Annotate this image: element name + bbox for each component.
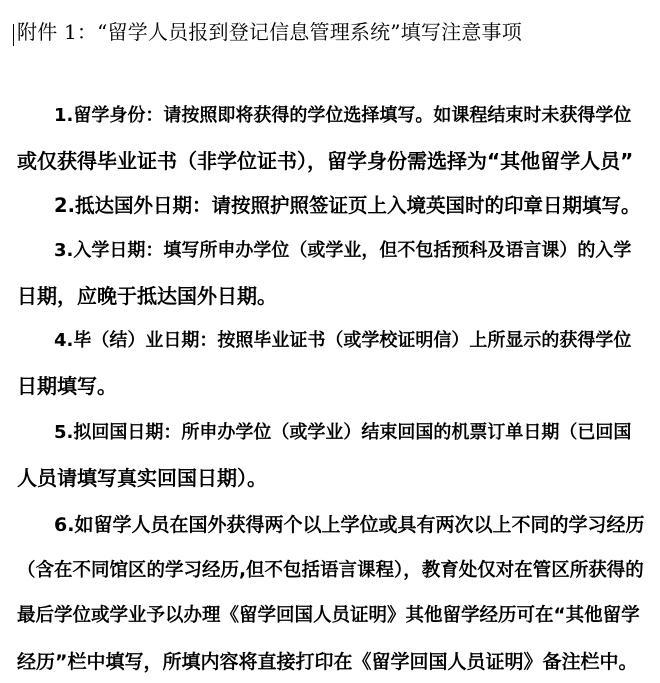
note-3-line-2: 日期，应晚于抵达国外日期。 <box>17 284 277 308</box>
note-6-line-2: （含在不同馆区的学习经历,但不包括语言课程），教育处仅对在管区所获得的 <box>17 560 644 581</box>
text-cursor <box>13 24 14 46</box>
note-6-line-3: 最后学位或学业予以办理《留学回国人员证明》其他留学经历可在“其他留学 <box>17 605 640 626</box>
note-5-line-2: 人员请填写真实回国日期）。 <box>17 466 267 490</box>
note-2-line-1: 2.抵达国外日期：请按照护照签证页上入境英国时的印章日期填写。 <box>54 194 641 217</box>
note-5-line-1: 5.拟回国日期：所申办学位（或学业）结束回国的机票订单日期（已回国 <box>54 422 632 443</box>
note-6-line-4: 经历”栏中填写，所填内容将直接打印在《留学回国人员证明》备注栏中。 <box>17 651 638 673</box>
note-1-line-2: 或仅获得毕业证书（非学位证书），留学身份需选择为“其他留学人员” <box>17 149 634 173</box>
note-1-line-1: 1.留学身份：请按照即将获得的学位选择填写。如课程结束时未获得学位 <box>54 105 632 126</box>
note-4-line-1: 4.毕（结）业日期：按照毕业证书（或学校证明信）上所显示的获得学位 <box>54 330 632 351</box>
note-4-line-2: 日期填写。 <box>17 374 117 398</box>
note-6-line-1: 6.如留学人员在国外获得两个以上学位或具有两次以上不同的学习经历 <box>54 514 645 536</box>
note-3-line-1: 3.入学日期：填写所申办学位（或学业，但不包括预科及语言课）的入学 <box>54 240 632 261</box>
document-title: 附件 1：“留学人员报到登记信息管理系统”填写注意事项 <box>17 20 522 44</box>
